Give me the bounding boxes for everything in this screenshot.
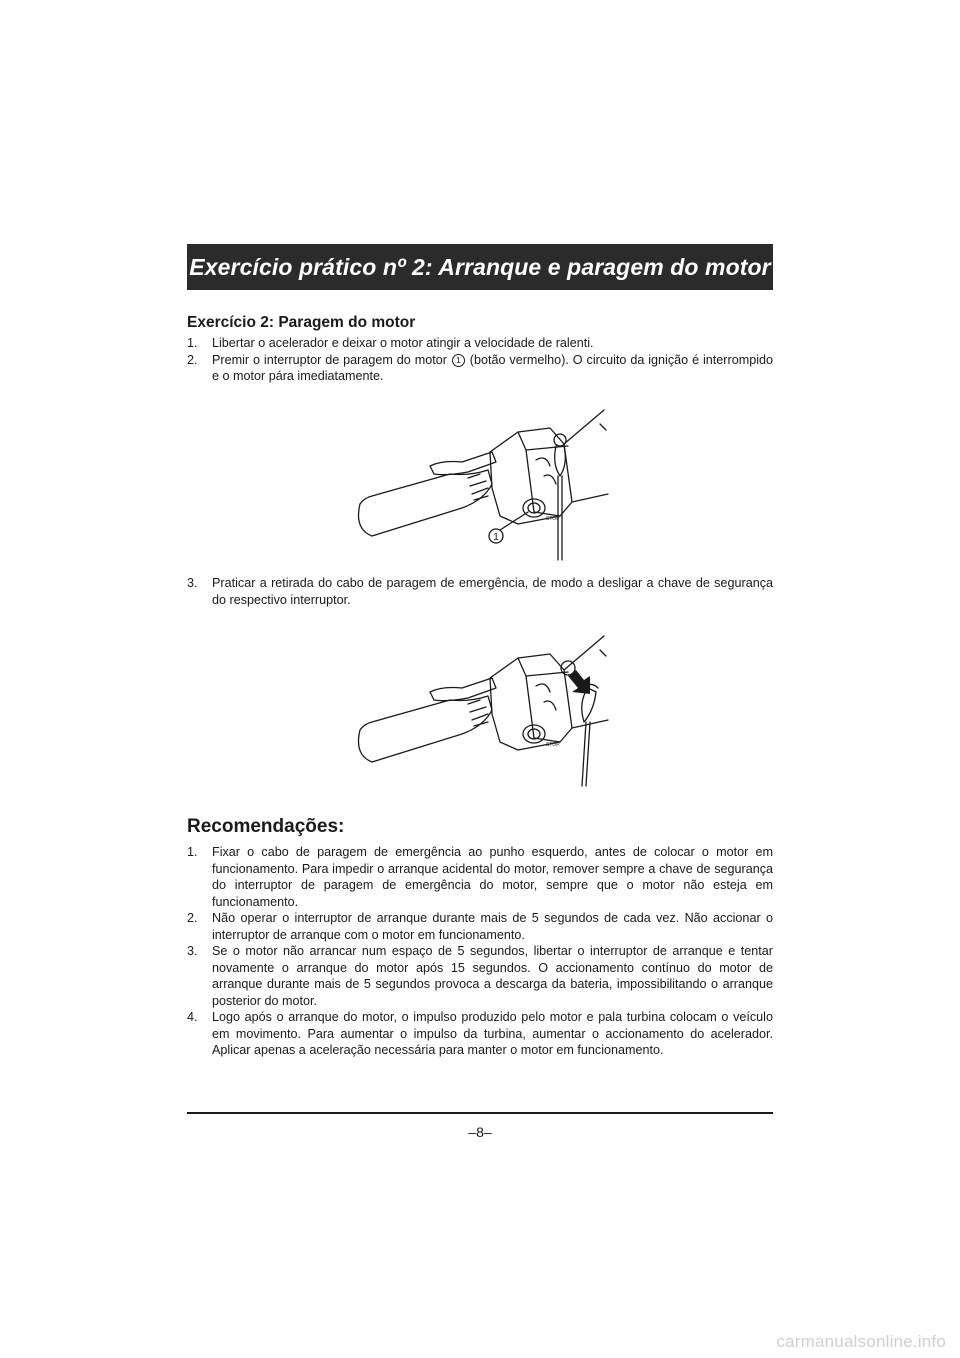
pull-arrow-icon: [568, 670, 590, 694]
chapter-title: Exercício prático nº 2: Arranque e paragem do motor: [189, 253, 771, 280]
page-number: –8–: [468, 1124, 492, 1140]
section-engine-stop: [187, 314, 773, 385]
stop-label: STOP: [546, 516, 560, 522]
recommendations-list: [187, 844, 773, 1059]
watermark: carmanualsonline.info: [776, 1332, 946, 1351]
callout-marker: 1: [452, 354, 465, 367]
section-recommendations: [187, 816, 773, 1059]
list-item: 4. Logo após o arranque do motor, o impulso produzido pelo motor e pala turbina colocam o veículo em movimento. Para aumentar o impulso da turbina, aumentar o accionamento do acelerador. Aplicar apenas a aceleração necessária para manter o motor em funcionamento.: [187, 1010, 773, 1057]
list-item: 3. Praticar a retirada do cabo de paragem de emergência, de modo a desligar a chave de segurança do respectivo interruptor.: [187, 576, 773, 607]
footer-divider: [187, 1112, 773, 1114]
recommendations-title: Recomendações:: [187, 816, 345, 837]
steps-list: [187, 335, 773, 385]
list-item: 1. Libertar o acelerador e deixar o motor atingir a velocidade de ralenti.: [187, 336, 594, 350]
list-item: 2. Premir o interruptor de paragem do motor 1 (botão vermelho). O circuito da ignição é interrompido e o motor pára imediatamente.: [187, 352, 774, 383]
stop-label: STOP: [546, 742, 560, 748]
section-emergency-cord: [187, 575, 773, 608]
figure-stop-button: [350, 404, 610, 564]
handlebar-cord-illustration: [350, 630, 610, 790]
figure-pull-cord: [350, 630, 610, 790]
handlebar-illustration: [350, 404, 610, 564]
list-item: 1. Fixar o cabo de paragem de emergência ao punho esquerdo, antes de colocar o motor em funcionamento. Para impedir o arranque acidental do motor, remover sempre a chave de segurança do interruptor de paragem de emergência do motor, sempre que o motor não esteja em funcionamento.: [187, 845, 773, 909]
section-title: Exercício 2: Paragem do motor: [187, 314, 416, 331]
steps-list: [187, 575, 773, 608]
list-item: 3. Se o motor não arrancar num espaço de 5 segundos, libertar o interruptor de arranque e tentar novamente o arranque do motor após 15 segundos. O accionamento contínuo do motor de arranque durante mais de 5 segundos provoca a descarga da bateria, impossibilitando o arranque posterior do motor.: [187, 944, 773, 1008]
chapter-title-banner: [187, 244, 773, 290]
figure-callout-label: 1: [493, 532, 499, 543]
list-item: 2. Não operar o interruptor de arranque durante mais de 5 segundos de cada vez. Não accionar o interruptor de arranque com o motor em funcionamento.: [187, 911, 773, 942]
